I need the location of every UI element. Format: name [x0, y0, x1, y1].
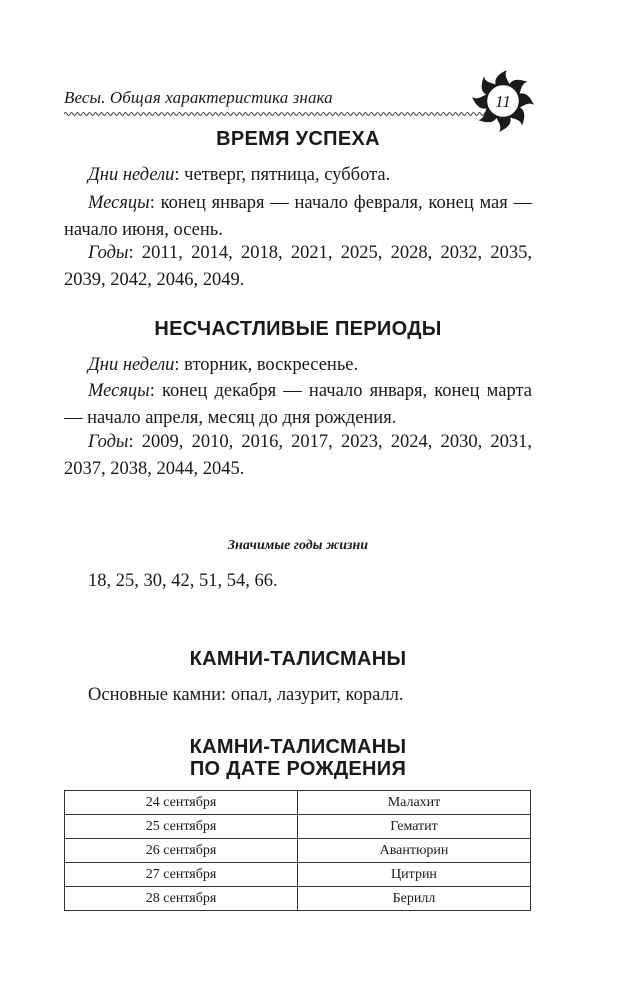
date-cell: 28 сентября: [65, 887, 298, 911]
birth-stones-title-line1: КАМНИ-ТАЛИСМАНЫ: [189, 736, 407, 758]
table-row: [65, 863, 531, 887]
significant-years-text: 18, 25, 30, 42, 51, 54, 66.: [88, 571, 278, 591]
unlucky-months-label: Месяцы: [88, 381, 150, 401]
date-cell: 27 сентября: [65, 863, 298, 887]
success-months: [64, 190, 532, 244]
table-row: [65, 815, 531, 839]
table-row: [65, 791, 531, 815]
talismans-text: Основные камни: опал, лазурит, коралл.: [88, 685, 404, 705]
unlucky-days-label: Дни недели: [88, 355, 175, 375]
running-header-title: Весы. Общая характеристика знака: [64, 88, 333, 107]
page-number-ornament: [470, 68, 536, 134]
table-row: [65, 887, 531, 911]
section-title-unlucky: НЕСЧАСТЛИВЫЕ ПЕРИОДЫ: [154, 318, 442, 340]
stone-cell: Авантюрин: [298, 839, 531, 863]
section-title-success: ВРЕМЯ УСПЕХА: [216, 128, 380, 150]
unlucky-days-text: : вторник, воскресенье.: [174, 355, 359, 375]
unlucky-days: [64, 352, 532, 379]
significant-years-title: Значимые годы жизни: [227, 538, 369, 553]
section-title-talismans: КАМНИ-ТАЛИСМАНЫ: [189, 648, 407, 670]
success-years: [64, 240, 532, 294]
date-cell: 25 сентября: [65, 815, 298, 839]
unlucky-months-text: : конец декабря — начало января, конец марта — начало апреля, месяц до дня рождения.: [64, 381, 532, 428]
table-row: [65, 839, 531, 863]
success-years-text: : 2011, 2014, 2018, 2021, 2025, 2028, 2032, 2035, 2039, 2042, 2046, 2049.: [64, 243, 532, 290]
date-cell: 26 сентября: [65, 839, 298, 863]
success-years-label: Годы: [88, 243, 129, 263]
birth-stones-table: [64, 790, 531, 911]
success-days: [64, 162, 532, 189]
success-months-text: : конец января — начало февраля, конец мая — начало июня, осень.: [64, 193, 532, 240]
unlucky-years: [64, 429, 532, 483]
date-cell: 24 сентября: [65, 791, 298, 815]
success-days-label: Дни недели: [88, 165, 175, 185]
stone-cell: Берилл: [298, 887, 531, 911]
success-days-text: : четверг, пятница, суббота.: [174, 165, 391, 185]
unlucky-months: [64, 378, 532, 432]
birth-stones-title-line2: ПО ДАТЕ РОЖДЕНИЯ: [189, 758, 407, 780]
unlucky-years-text: : 2009, 2010, 2016, 2017, 2023, 2024, 2030, 2031, 2037, 2038, 2044, 2045.: [64, 432, 532, 479]
success-months-label: Месяцы: [88, 193, 150, 213]
page-number: 11: [495, 92, 511, 111]
wavy-header-rule: [64, 110, 500, 118]
stone-cell: Гематит: [298, 815, 531, 839]
stone-cell: Цитрин: [298, 863, 531, 887]
unlucky-years-label: Годы: [88, 432, 129, 452]
stone-cell: Малахит: [298, 791, 531, 815]
section-title-birth-stones: [64, 736, 532, 780]
